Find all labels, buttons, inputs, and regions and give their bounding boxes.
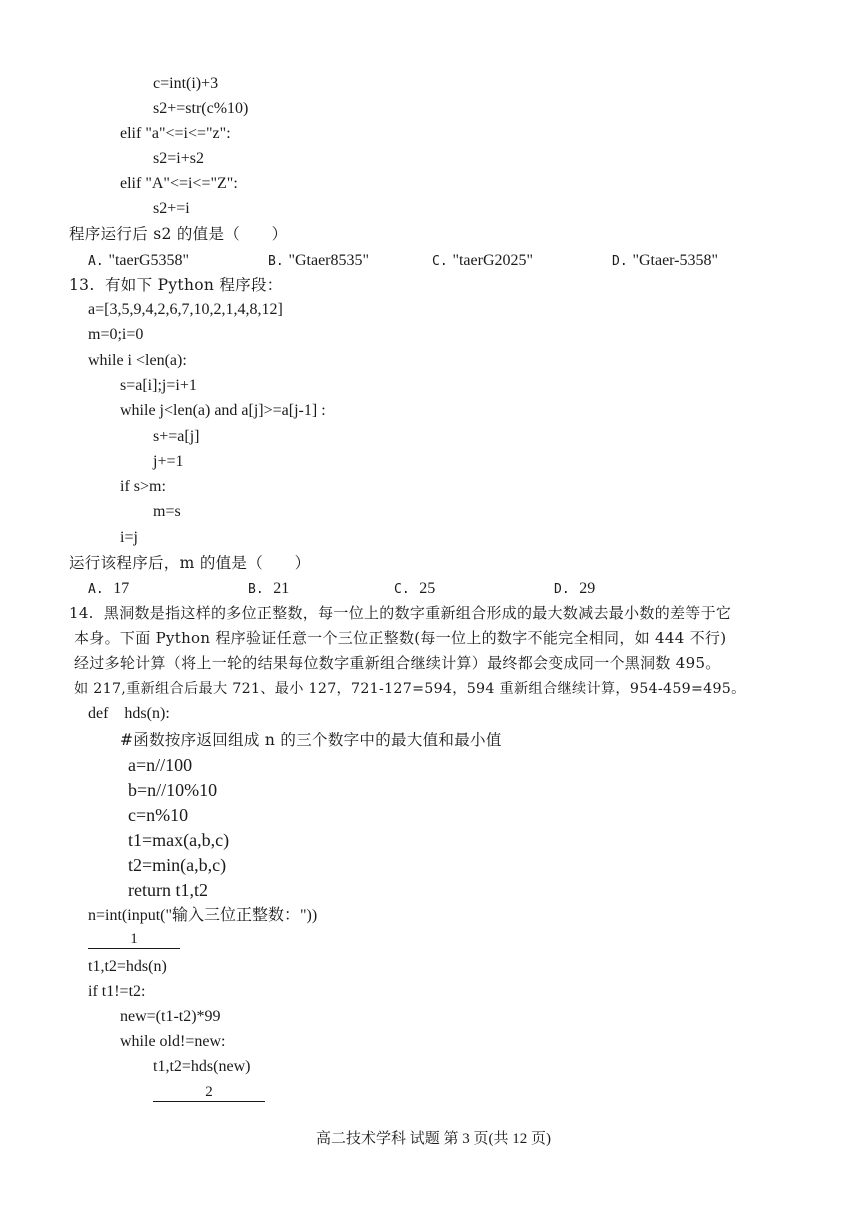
option-letter: A. xyxy=(88,582,104,597)
option-value: 25 xyxy=(419,580,436,597)
code-line: if t1!=t2: xyxy=(88,983,146,1000)
question-text: 本身。下面 Python 程序验证任意一个三位正整数(每一位上的数字不能完全相同，如 444 不行) xyxy=(74,629,727,647)
option-d xyxy=(612,250,718,272)
code-line: def hds(n): xyxy=(88,705,170,722)
option-b xyxy=(248,578,289,600)
code-line: elif "a"<=i<="z": xyxy=(120,125,231,142)
code-line: s2=i+s2 xyxy=(153,150,204,167)
option-a xyxy=(88,578,129,600)
page-footer: 高二技术学科 试题 第 3 页(共 12 页) xyxy=(316,1131,551,1147)
option-value: 29 xyxy=(579,580,596,597)
code-comment: #函数按序返回组成 n 的三个数字中的最大值和最小值 xyxy=(120,731,502,749)
option-c xyxy=(394,578,435,600)
question-prompt: 运行该程序后，m 的值是（ ） xyxy=(69,554,311,572)
code-line: a=[3,5,9,4,2,6,7,10,2,1,4,8,12] xyxy=(88,301,283,318)
code-line: c=n%10 xyxy=(128,805,189,825)
code-line: t2=min(a,b,c) xyxy=(128,855,227,875)
option-value: "taerG5358" xyxy=(108,252,190,269)
option-value: 17 xyxy=(113,580,130,597)
option-letter: D. xyxy=(554,582,570,597)
option-b xyxy=(268,250,369,272)
option-value: 21 xyxy=(273,580,290,597)
option-value: "Gtaer8535" xyxy=(288,252,370,269)
code-line: t1,t2=hds(new) xyxy=(153,1058,251,1075)
question-text: 经过多轮计算（将上一轮的结果每位数字重新组合继续计算）最终都会变成同一个黑洞数 495。 xyxy=(74,654,721,672)
option-letter: B. xyxy=(248,582,264,597)
code-line: elif "A"<=i<="Z": xyxy=(120,175,238,192)
question-text: 14. 黑洞数是指这样的多位正整数，每一位上的数字重新组合形成的最大数减去最小数的差等于它 xyxy=(69,604,732,622)
code-line: b=n//10%10 xyxy=(128,780,218,800)
question-text: 如 217,重新组合后最大 721、最小 127，721-127=594，594 重新组合继续计算，954-459=495。 xyxy=(74,681,746,697)
option-letter: C. xyxy=(394,582,410,597)
option-letter: D. xyxy=(612,254,628,269)
code-line: m=0;i=0 xyxy=(88,326,144,343)
code-line: j+=1 xyxy=(153,453,184,470)
code-line: s2+=i xyxy=(153,200,190,217)
code-line: n=int(input("输入三位正整数：")) xyxy=(88,907,318,924)
code-line: t1,t2=hds(n) xyxy=(88,958,167,975)
code-line: m=s xyxy=(153,503,181,520)
option-value: "taerG2025" xyxy=(452,252,534,269)
option-letter: C. xyxy=(432,254,448,269)
option-d xyxy=(554,578,595,600)
option-value: "Gtaer-5358" xyxy=(632,252,719,269)
code-line: i=j xyxy=(120,529,138,546)
code-line: if s>m: xyxy=(120,478,166,495)
code-line: a=n//100 xyxy=(128,755,193,775)
code-line: t1=max(a,b,c) xyxy=(128,830,230,850)
option-letter: B. xyxy=(268,254,284,269)
code-line: c=int(i)+3 xyxy=(153,75,219,92)
code-line: while old!=new: xyxy=(120,1033,226,1050)
option-letter: A. xyxy=(88,254,104,269)
option-c xyxy=(432,250,533,272)
code-line: s2+=str(c%10) xyxy=(153,100,249,117)
code-line: while j<len(a) and a[j]>=a[j-1] : xyxy=(120,402,326,419)
answer-blank-1[interactable]: 1 xyxy=(88,930,180,949)
code-line: s+=a[j] xyxy=(153,428,200,445)
code-line: new=(t1-t2)*99 xyxy=(120,1008,221,1025)
answer-blank-2[interactable]: 2 xyxy=(153,1083,265,1102)
code-line: s=a[i];j=i+1 xyxy=(120,377,197,394)
option-a xyxy=(88,250,189,272)
question-prompt: 程序运行后 s2 的值是（ ） xyxy=(69,225,288,243)
code-line: while i <len(a): xyxy=(88,352,187,369)
question-stem: 13. 有如下 Python 程序段： xyxy=(69,276,283,294)
code-line: return t1,t2 xyxy=(128,880,208,900)
